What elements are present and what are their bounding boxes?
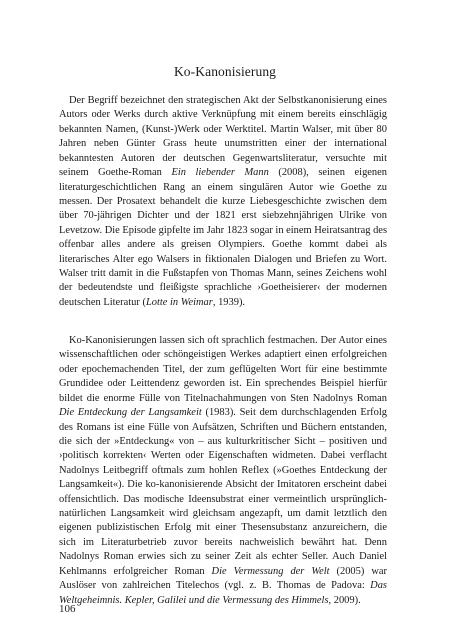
p2-text-3: (2005) war Auslöser von zahlreichen Titelechos (vgl. z. B. Thomas de Padova: bbox=[59, 565, 387, 592]
p1-text-3: , 1939). bbox=[212, 296, 246, 308]
p2-text-2: (1983). Seit dem durchschlagenden Erfolg des Romans ist eine Fülle von Aufsätzen, Schriften und Büchern entstanden, die sich der »Entdeckung« von – aus kulturkritischer Sicht – positiven und ›politisch korrekten‹ Werten oder Eigenschaften widmeten. Dabei verflacht Nadolnys Leitbegriff oftmals zum hohlen Reflex (»Goethes Entdeckung der Langsamkeit«). Die ko-kanonisierende Absicht der Imitatoren erscheint dabei offensichtlich. Das modische Ideensubstrat einer vermeintlich ursprünglich-natürlichen Langsamkeit wird gleichsam angezapft, um damit letztlich den eigenen publizistischen Erfolg mit einer Thesensubstanz anzureichern, die sich im Literaturbetrieb zuvor bereits nachweislich bewährt hat. Denn Nadolnys Roman erwies sich zu seiner Zeit als echter Seller. Auch Daniel Kehlmanns erfolgreicher Roman bbox=[59, 407, 387, 577]
section-heading: Ko-Kanonisierung bbox=[173, 64, 277, 79]
p2-text-1: Ko-Kanonisierungen lassen sich oft sprachlich festmachen. Der Autor eines wissenschaftlichen oder schöngeistigen Werkes adaptiert einen erfolgreichen oder epochemachenden Titel, der zum geflügelten Wort für eine bestimmte Grundidee oder Leittendenz geworden ist. Ein sprechendes Beispiel hierfür bildet die enorme Fülle von Titelnachahmungen von Sten Nadolnys Roman bbox=[59, 335, 387, 404]
p2-text-4: , 2009). bbox=[328, 594, 361, 606]
p1-book-title-2: Lotte in Weimar bbox=[145, 296, 213, 308]
paragraph-2 bbox=[59, 334, 387, 608]
p2-book-title-1: Die Entdeckung der Langsamkeit bbox=[59, 407, 202, 419]
page-number: 106 bbox=[59, 603, 76, 615]
paragraph-1 bbox=[59, 94, 387, 310]
p2-book-title-3: Das Weltgeheimnis. Kepler, Galilei und die Vermessung des Himmels bbox=[59, 580, 387, 606]
p1-text-1: Der Begriff bezeichnet den strategischen Akt der Selbstkanonisierung eines Autors oder Werks durch aktive Verknüpfung mit einem bereits einschlägig bekannten Namen, (Kunst-)Werk oder Werktitel. Martin Walser, mit über 80 Jahren neben Günter Grass heute unumstritten einer der international bekanntesten Autoren der deutschen Gegenwartsliteratur, versuchte mit seinem Goethe-Roman bbox=[59, 95, 387, 179]
p1-text-2: (2008), seinen eigenen literaturgeschichtlichen Rang an einem singulären Autor wie Goethe zu messen. Der Prosatext behandelt die kurze Liebesgeschichte zwischen dem über 70-jährigen Dichter und der 1821 erst siebzehnjährigen Ulrike von Levetzow. Die Episode gipfelte im Jahr 1823 sogar in einem Heiratsantrag des offenbar alles andere als greisen Olympiers. Goethe kommt dabei als literarisches Alter ego Walsers in fiktionalen Dialogen und Briefen zu Wort. Walser tritt damit in die Fußstapfen von Thomas Mann, seines Zeichens wohl der bedeutendste und fleißigste sprachliche ›Goetheisierer‹ der modernen deutschen Literatur ( bbox=[59, 167, 388, 308]
p1-book-title-1: Ein liebender Mann bbox=[171, 167, 269, 179]
p2-book-title-2: Die Vermessung der Welt bbox=[211, 565, 330, 577]
